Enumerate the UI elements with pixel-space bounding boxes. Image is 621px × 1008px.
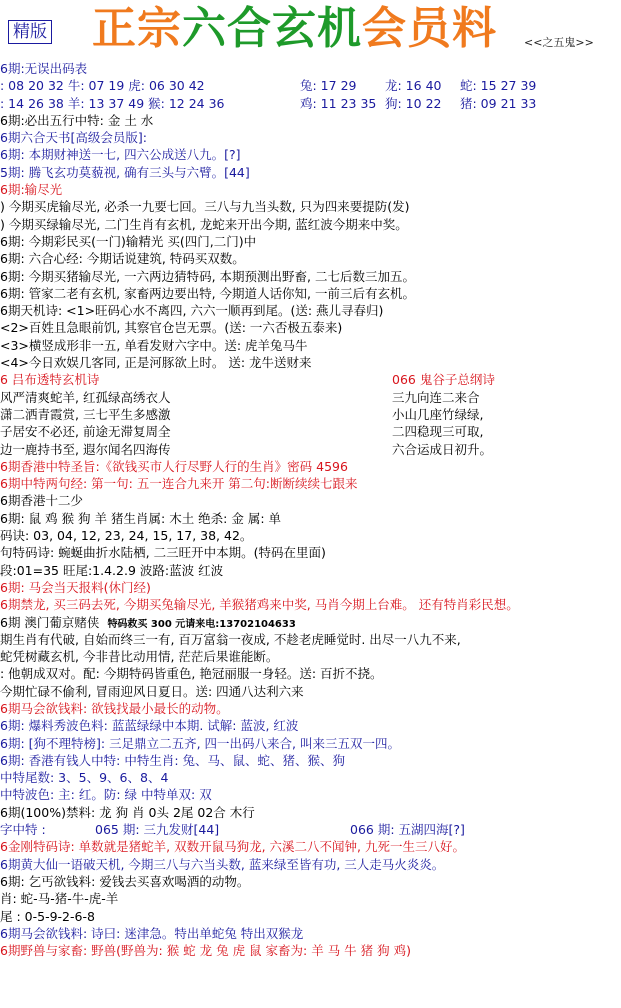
- text-line: [0, 60, 621, 77]
- text-line: [0, 804, 621, 821]
- text-content: 6期:无误出码表: [0, 61, 88, 76]
- text-line: [0, 786, 621, 803]
- text-line: [0, 319, 621, 336]
- text-line: [0, 562, 621, 579]
- title-part-3: 玄机: [272, 3, 362, 54]
- text-line: [0, 752, 621, 769]
- text-line: [0, 95, 621, 112]
- text-content: 中特波色: 主: 红。防: 绿 中特单双: 双: [0, 787, 212, 803]
- text-content: 蛇凭树藏玄机, 今非昔比动用情, 茫茫后果谁能断。: [0, 649, 279, 665]
- text-line: [0, 925, 621, 942]
- text-content: 6期天机诗: <1>旺码心水不离四, 六六一顺再到尾。(送: 燕儿寻春归): [0, 303, 384, 319]
- text-line: [0, 458, 621, 475]
- text-content: 6期禁龙, 买三码去死, 今期买兔输尽光, 羊猴猪鸡来中奖, 马肖今期上台难。 还有特肖彩民想。: [0, 597, 519, 613]
- text-content: 6期:输尽光: [0, 182, 63, 198]
- text-content: 6金刚特码诗: 单数就是猪蛇羊, 双数开鼠马狗龙, 六溪二八不闻钟, 九死一生三八好。: [0, 839, 465, 855]
- text-content: 6期: 马会当天报料(休门经): [0, 579, 151, 595]
- text-content: 尾 : 0-5-9-2-6-8: [0, 908, 95, 924]
- text-line: [0, 527, 621, 544]
- text-line: [0, 821, 621, 838]
- text-line: [0, 838, 621, 855]
- text-content: 6期: 今期彩民买(一门)输精光 买(四门,二门)中: [0, 233, 257, 249]
- text-segment: 龙: 16 40: [385, 78, 442, 94]
- text-segment: 小山几座竹绿绿,: [392, 406, 484, 422]
- text-line: [0, 596, 621, 613]
- text-line: [0, 112, 621, 129]
- text-line: [0, 475, 621, 492]
- text-segment: 鸡: 11 23 35: [300, 95, 377, 111]
- text-content: 5期: 腾飞玄功莫藐视, 确有三头与六臂。[44]: [0, 164, 250, 180]
- text-line: [0, 769, 621, 786]
- header: [0, 0, 621, 60]
- text-content: 6期黄大仙一语破天机, 今期三八与六当头数, 蓝来绿至皆有功, 三人走马火炎炎。: [0, 856, 445, 872]
- text-content: 6期马会欲钱料: 诗曰: 迷津急。特出单蛇兔 特出双猴龙: [0, 925, 304, 941]
- text-segment: : 14 26 38 羊: 13 37 49 猴: 12 24 36: [0, 95, 225, 111]
- text-segment: 边一鹿持书至, 遐尔闻名四海传: [0, 441, 171, 457]
- text-line: [0, 908, 621, 925]
- text-content: 肖: 蛇-马-猪-牛-虎-羊: [0, 891, 119, 907]
- text-line: [0, 510, 621, 527]
- text-content: 6期: 管家二老有玄机, 家畜两边要出特, 今期道人话你知, 一前三后有玄机。: [0, 285, 415, 301]
- text-line: [0, 389, 621, 406]
- text-line: [0, 492, 621, 509]
- text-content: <2>百姓且急眼前饥, 其察官仓岂无票。(送: 一六否极五泰来): [0, 320, 343, 336]
- text-line: [0, 700, 621, 717]
- text-line: [0, 146, 621, 163]
- text-segment: 二四稳现三可取,: [392, 424, 484, 440]
- text-line: [0, 717, 621, 734]
- text-content: 6期: 今期买猪输尽光, 一六两边猜特码, 本期预测出野畜, 二七后数三加五。: [0, 268, 415, 284]
- text-content: 6期: 乞丐欲钱料: 爱钱去买喜欢喝酒的动物。: [0, 873, 250, 889]
- text-line: [0, 371, 621, 388]
- text-line: [0, 665, 621, 682]
- title-part-1: 正宗: [92, 3, 182, 54]
- text-line: [0, 285, 621, 302]
- text-content: 6期: 香港有钱人中特: 中特生肖: 兔、马、鼠、蛇、猪、猴、狗: [0, 752, 346, 768]
- page-title: [92, 2, 497, 56]
- text-content: 6期: [狗不理特榜]: 三足鼎立二五齐, 四一出码八来合, 叫来三五双一四。: [0, 735, 400, 751]
- text-segment: 六合运成日初升。: [392, 441, 493, 457]
- contact-hint: 特码救买 300 元请来电:13702104633: [107, 618, 296, 630]
- title-part-4: 会员料: [362, 3, 497, 54]
- content-body: [0, 60, 621, 959]
- text-content: 6期香港中特圣旨:《欲钱买市人行尽野人行的生肖》密码 4596: [0, 458, 348, 474]
- text-line: [0, 423, 621, 440]
- text-segment: 狗: 10 22: [385, 95, 442, 111]
- text-content: 6期 澳门葡京赌侠: [0, 614, 100, 630]
- text-content: 今期忙碌不偷利, 冒雨迎风日夏日。送: 四通八达利六来: [0, 683, 304, 699]
- text-segment: 蛇: 15 27 39: [460, 78, 537, 94]
- text-segment: 风严清爽蛇羊, 红孤绿高绣衣人: [0, 389, 171, 405]
- text-content: 6期马会欲钱料: 欲钱找最小最长的动物。: [0, 700, 229, 716]
- text-line: [0, 406, 621, 423]
- text-line: [0, 77, 621, 94]
- text-content: 6期野兽与家畜: 野兽(野兽为: 猴 蛇 龙 兔 虎 鼠 家畜为: 羊 马 牛 猪 狗 鸡): [0, 943, 411, 959]
- text-content: 段:01=35 旺尾:1.4.2.9 波路:蓝波 红波: [0, 562, 224, 578]
- text-line: [0, 856, 621, 873]
- text-content: 6期: 本期财神送一七, 四六公成送八九。[?]: [0, 147, 241, 163]
- text-content: 句特码诗: 蜿蜒曲折水陆栖, 二三旺开中本期。(特码在里面): [0, 545, 326, 561]
- text-content: 6期(100%)禁料: 龙 狗 肖 0头 2尾 02合 木行: [0, 804, 255, 820]
- text-content: 码诀: 03, 04, 12, 23, 24, 15, 17, 38, 42。: [0, 528, 253, 544]
- text-segment: 兔: 17 29: [300, 78, 357, 94]
- text-content: 期生肖有代破, 自始而终三一有, 百万富翁一夜成, 不趁老虎睡觉时. 出尽一八九不来,: [0, 631, 461, 647]
- text-segment: 三九向连二来合: [392, 389, 480, 405]
- text-segment: 065 期: 三九发财[44]: [95, 822, 220, 838]
- text-line: [0, 441, 621, 458]
- text-content: <4>今日欢娱几客同, 正是河豚欲上时。 送: 龙牛送财来: [0, 355, 312, 371]
- text-line: [0, 354, 621, 371]
- text-line: [0, 942, 621, 959]
- text-segment: 猪: 09 21 33: [460, 95, 537, 111]
- text-segment: 字中特 :: [0, 822, 46, 838]
- text-segment: 6 吕布透特玄机诗: [0, 372, 100, 388]
- text-content: 6期: 鼠 鸡 猴 狗 羊 猪生肖属: 木土 绝杀: 金 属: 单: [0, 510, 282, 526]
- text-content: ) 今期买虎输尽光, 必杀一九要七回。三八与九当头数, 只为四来要提防(发): [0, 199, 410, 215]
- text-line: [0, 233, 621, 250]
- text-content: 6期中特两句经: 第一句: 五一连合九来开 第二句:断断续续七跟来: [0, 476, 358, 492]
- text-content: 6期: 六合心经: 今期话说建筑, 特码买双数。: [0, 251, 245, 267]
- text-line: [0, 129, 621, 146]
- text-line: [0, 198, 621, 215]
- text-content: 6期香港十二少: [0, 493, 83, 509]
- text-segment: 子居安不必还, 前途无滞复周全: [0, 424, 171, 440]
- title-part-2: 六合: [182, 3, 272, 54]
- text-line: [0, 216, 621, 233]
- text-segment: 066 期: 五湖四海[?]: [350, 822, 465, 838]
- text-line: [0, 631, 621, 648]
- text-content: 6期: 爆料秀波色料: 蓝蓝绿绿中本期. 试解: 蓝波, 红波: [0, 718, 299, 734]
- text-content: 6期:必出五行中特: 金 土 水: [0, 112, 154, 128]
- author-credit: <<之五鬼>>: [524, 36, 594, 49]
- text-line: [0, 648, 621, 665]
- text-line: [0, 250, 621, 267]
- text-line: [0, 544, 621, 561]
- text-line: [0, 579, 621, 596]
- text-content: <3>横竖成形非一五, 单看发财六字中。送: 虎羊兔马牛: [0, 337, 308, 353]
- text-line: [0, 337, 621, 354]
- text-line: [0, 302, 621, 319]
- text-content: 6期六合天书[高级会员版]:: [0, 130, 147, 146]
- text-line: [0, 683, 621, 700]
- text-segment: 潇二洒青霞赏, 三七平生多感激: [0, 406, 171, 422]
- text-segment: 066 鬼谷子总纲诗: [392, 372, 495, 388]
- text-line: [0, 164, 621, 181]
- text-line: [0, 181, 621, 198]
- text-content: : 他朝成双对。配: 今期特码皆重色, 艳冠丽服一身轻。送: 百折不挠。: [0, 666, 383, 682]
- text-content: 中特尾数: 3、5、9、6、8、4: [0, 770, 169, 786]
- text-line: [0, 735, 621, 752]
- edition-badge: 精版: [8, 20, 52, 44]
- text-line: [0, 890, 621, 907]
- text-line: [0, 873, 621, 890]
- text-line: [0, 268, 621, 285]
- text-content: ) 今期买绿输尽光, 二门生肖有玄机, 龙蛇来开出今期, 蓝红波今期来中奖。: [0, 216, 408, 232]
- text-line: [0, 614, 621, 631]
- text-segment: : 08 20 32 牛: 07 19 虎: 06 30 42: [0, 78, 205, 94]
